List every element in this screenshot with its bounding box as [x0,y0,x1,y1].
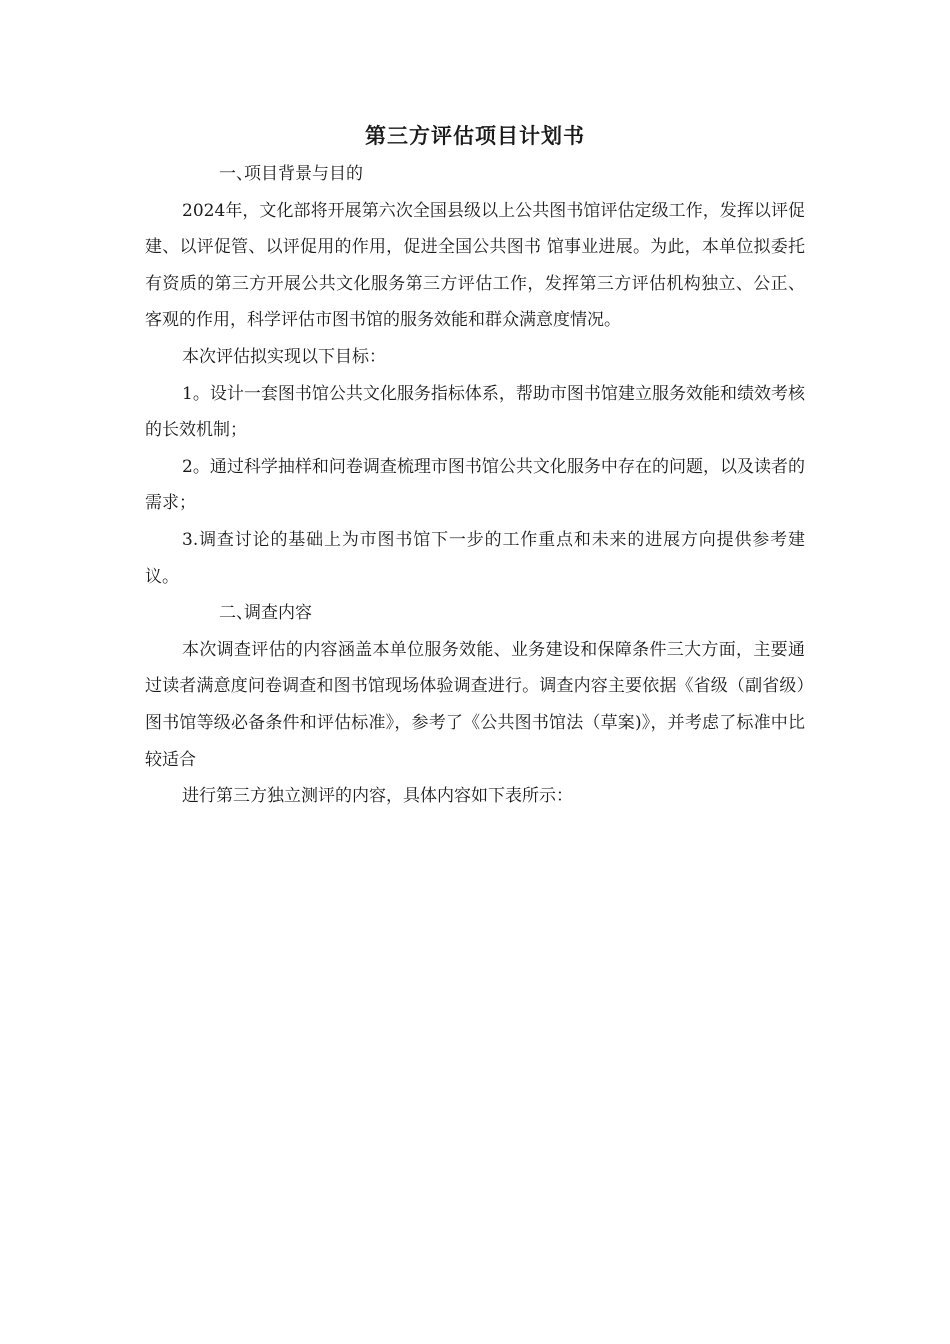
section-number: 二、 [219,603,253,624]
paragraph: 本次评估拟实现以下目标： [182,346,386,367]
paragraph: 2024年，文化部将开展第六次全国县级以上公共图书馆评估定级工作，发挥以评促建、以评促管、以评促用的作用，促进全国公共图书 馆事业进展。为此，本单位拟委托有资质的第三方开展公共文化服务第三方评估工作，发挥第三方评估机构独立、公正、客观的作用，科学评估市图书馆的服务效能和群众满意度情况。 [145,200,805,331]
document-body [145,156,805,815]
section-heading-1 [145,156,805,193]
list-item: 1。设计一套图书馆公共文化服务指标体系，帮助市图书馆建立服务效能和绩效考核的长效机制； [145,383,805,441]
section-heading-2 [145,595,805,632]
section-title: 调查内容 [244,603,312,624]
paragraph: 本次调查评估的内容涵盖本单位服务效能、业务建设和保障条件三大方面，主要通过读者满意度问卷调查和图书馆现场体验调查进行。调查内容主要依据《省级（副省级）图书馆等级必备条件和评估标准》，参考了《公共图书馆法（草案)》，并考虑了标准中比较适合 [145,639,805,770]
section-title: 项目背景与目的 [244,164,363,184]
paragraph: 进行第三方独立测评的内容，具体内容如下表所示： [182,786,573,807]
document-title: 第三方评估项目计划书 [365,123,585,148]
list-item: 3.调查讨论的基础上为市图书馆下一步的工作重点和未来的进展方向提供参考建议。 [145,529,805,587]
list-item: 2。通过科学抽样和问卷调查梳理市图书馆公共文化服务中存在的问题，以及读者的需求； [145,456,805,514]
section-number: 一、 [219,164,253,184]
